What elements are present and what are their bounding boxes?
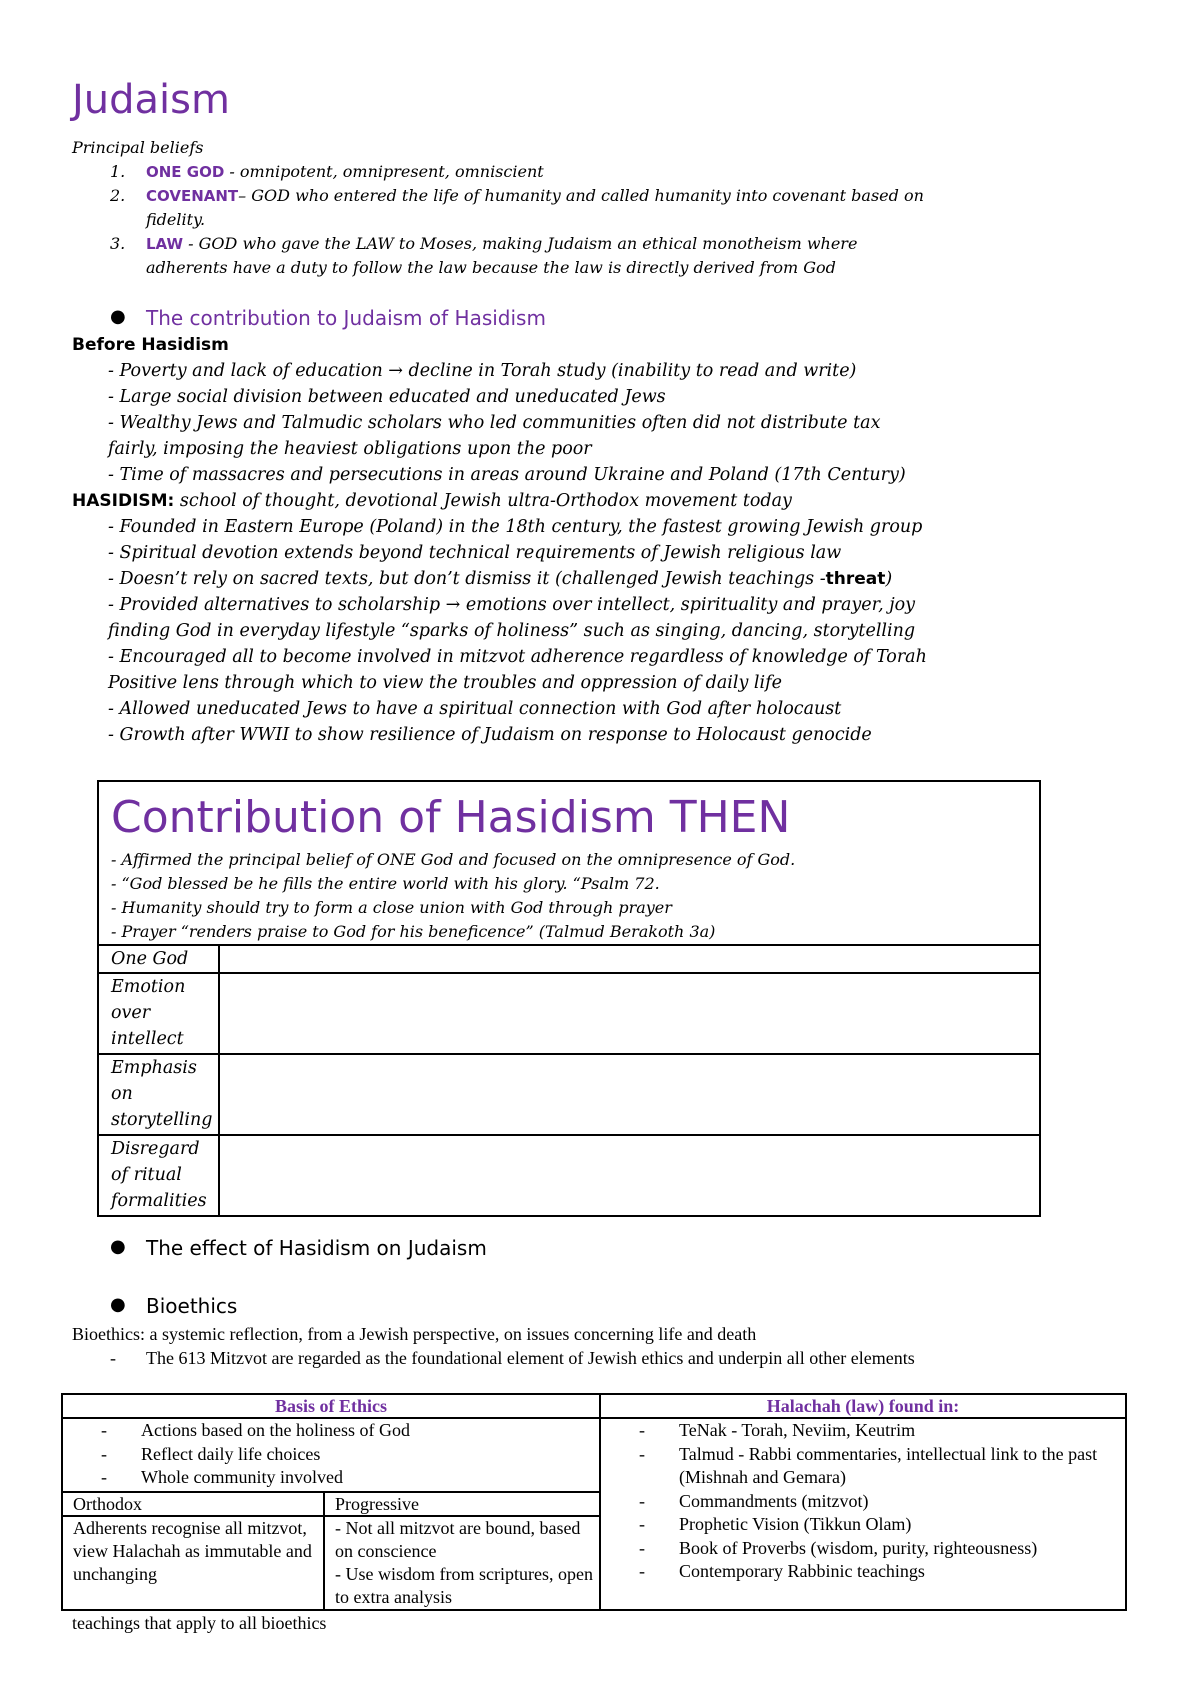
then-table-header [99,782,1039,946]
before-line: - Wealthy Jews and Talmudic scholars who led communities often did not distribute tax [108,413,881,433]
hasidism-definition: HASIDISM: school of thought, devotional Jewish ultra-Orthodox movement today [72,491,792,511]
halachah-list [601,1419,1125,1584]
then-point: - “God blessed be he fills the entire world with his glory. “Psalm 72. [111,874,660,893]
hasidism-then-table [97,780,1041,1217]
hasidism-line: - Allowed uneducated Jews to have a spiritual connection with God after holocaust [108,699,842,719]
then-table-title: Contribution of Hasidism THEN [111,792,791,843]
basis-of-ethics-header: Basis of Ethics [63,1395,599,1419]
effect-heading: ● The effect of Hasidism on Judaism [110,1236,487,1260]
row-answer-cell[interactable] [220,1055,1039,1134]
bioethics-heading: ● Bioethics [110,1294,238,1318]
row-label: Emotion over intellect [99,974,220,1053]
footer-text: teachings that apply to all bioethics [72,1613,327,1633]
principal-belief-3: 3. LAW - GOD who gave the LAW to Moses, making Judaism an ethical monotheism where adherents have a duty to follow the law because the law is directly derived from God [110,234,858,277]
hasidism-line: - Encouraged all to become involved in mitzvot adherence regardless of knowledge of Torah [108,647,927,667]
hasidism-line: - Growth after WWII to show resilience of Judaism on response to Holocaust genocide [108,725,872,745]
list-item: - Actions based on the holiness of God [101,1420,410,1440]
row-answer-cell[interactable] [220,974,1039,1053]
list-item: - Book of Proverbs (wisdom, purity, righteousness) [639,1537,1038,1558]
halachah-column [601,1395,1125,1609]
list-item: - Whole community involved [101,1467,343,1487]
then-point: - Affirmed the principal belief of ONE God and focused on the omnipresence of God. [111,850,796,869]
before-hasidism-heading: Before Hasidism [72,335,229,355]
row-answer-cell[interactable] [220,946,1039,972]
basis-of-ethics-column [63,1395,601,1609]
hasidism-line: - Provided alternatives to scholarship → emotions over intellect, spirituality and prayer, joy [108,595,916,615]
principal-belief-1: 1. ONE GOD - omnipotent, omnipresent, omniscient [110,162,544,181]
row-answer-cell[interactable] [220,1136,1039,1215]
orthodox-text: Adherents recognise all mitzvot, view Halachah as immutable and unchanging [63,1517,325,1609]
row-label: One God [99,946,220,972]
principal-belief-2: 2. COVENANT– GOD who entered the life of humanity and called humanity into covenant based on fidelity. [110,186,924,229]
progressive-header: Progressive [335,1494,419,1514]
before-line: - Time of massacres and persecutions in areas around Ukraine and Poland (17th Century) [108,465,906,485]
hasidism-threat-line: - Doesn’t rely on sacred texts, but don’t dismiss it (challenged Jewish teachings -threat) [108,569,893,589]
list-item: - Commandments (mitzvot) [639,1490,869,1511]
before-hasidism-section [72,332,972,748]
orthodox-header: Orthodox [63,1493,325,1515]
then-point: - Prayer “renders praise to God for his beneficence” (Talmud Berakoth 3a) [111,922,716,941]
list-item: - Contemporary Rabbinic teachings [639,1561,925,1581]
hasidism-line: Positive lens through which to view the troubles and oppression of daily life [108,673,782,693]
list-item: - Prophetic Vision (Tikkun Olam) [639,1514,912,1534]
table-row [99,946,1039,974]
table-row [99,1136,1039,1215]
then-points [111,848,1039,944]
list-item: - Reflect daily life choices [101,1443,321,1464]
before-line: - Large social division between educated and uneducated Jews [108,387,666,407]
table-row [99,974,1039,1055]
then-point: - Humanity should try to form a close union with God through prayer [111,898,672,917]
before-line: fairly, imposing the heaviest obligations upon the poor [108,439,592,459]
before-line: - Poverty and lack of education → decline in Torah study (inability to read and write) [108,361,857,381]
hasidism-line: - Spiritual devotion extends beyond technical requirements of Jewish religious law [108,543,842,563]
bioethics-bullet: - The 613 Mitzvot are regarded as the foundational element of Jewish ethics and underpin all other elements [110,1348,915,1368]
bioethics-table [61,1393,1127,1611]
hasidism-line: finding God in everyday lifestyle “sparks of holiness” such as singing, dancing, storytelling [108,621,916,641]
principal-beliefs-heading: Principal beliefs [72,138,204,157]
list-item: - Talmud - Rabbi commentaries, intellectual link to the past (Mishnah and Gemara) [639,1443,1098,1487]
row-label: Emphasis on storytelling [99,1055,220,1134]
halachah-header: Halachah (law) found in: [601,1395,1125,1419]
hasidism-line: - Founded in Eastern Europe (Poland) in the 18th century, the fastest growing Jewish group [108,517,923,537]
basis-list [63,1419,599,1490]
bioethics-definition: Bioethics: a systemic reflection, from a Jewish perspective, on issues concerning life and death [72,1324,757,1344]
page-title: Judaism [72,77,230,123]
list-item: - TeNak - Torah, Neviim, Keutrim [639,1420,916,1440]
row-label: Disregard of ritual formalities [99,1136,220,1215]
contribution-heading: ● The contribution to Judaism of Hasidism [110,306,546,330]
table-row [99,1055,1039,1136]
progressive-text: - Not all mitzvot are bound, based on conscience - Use wisdom from scriptures, open to extra analysis [335,1518,593,1607]
orthodox-progressive-subtable [63,1491,599,1609]
